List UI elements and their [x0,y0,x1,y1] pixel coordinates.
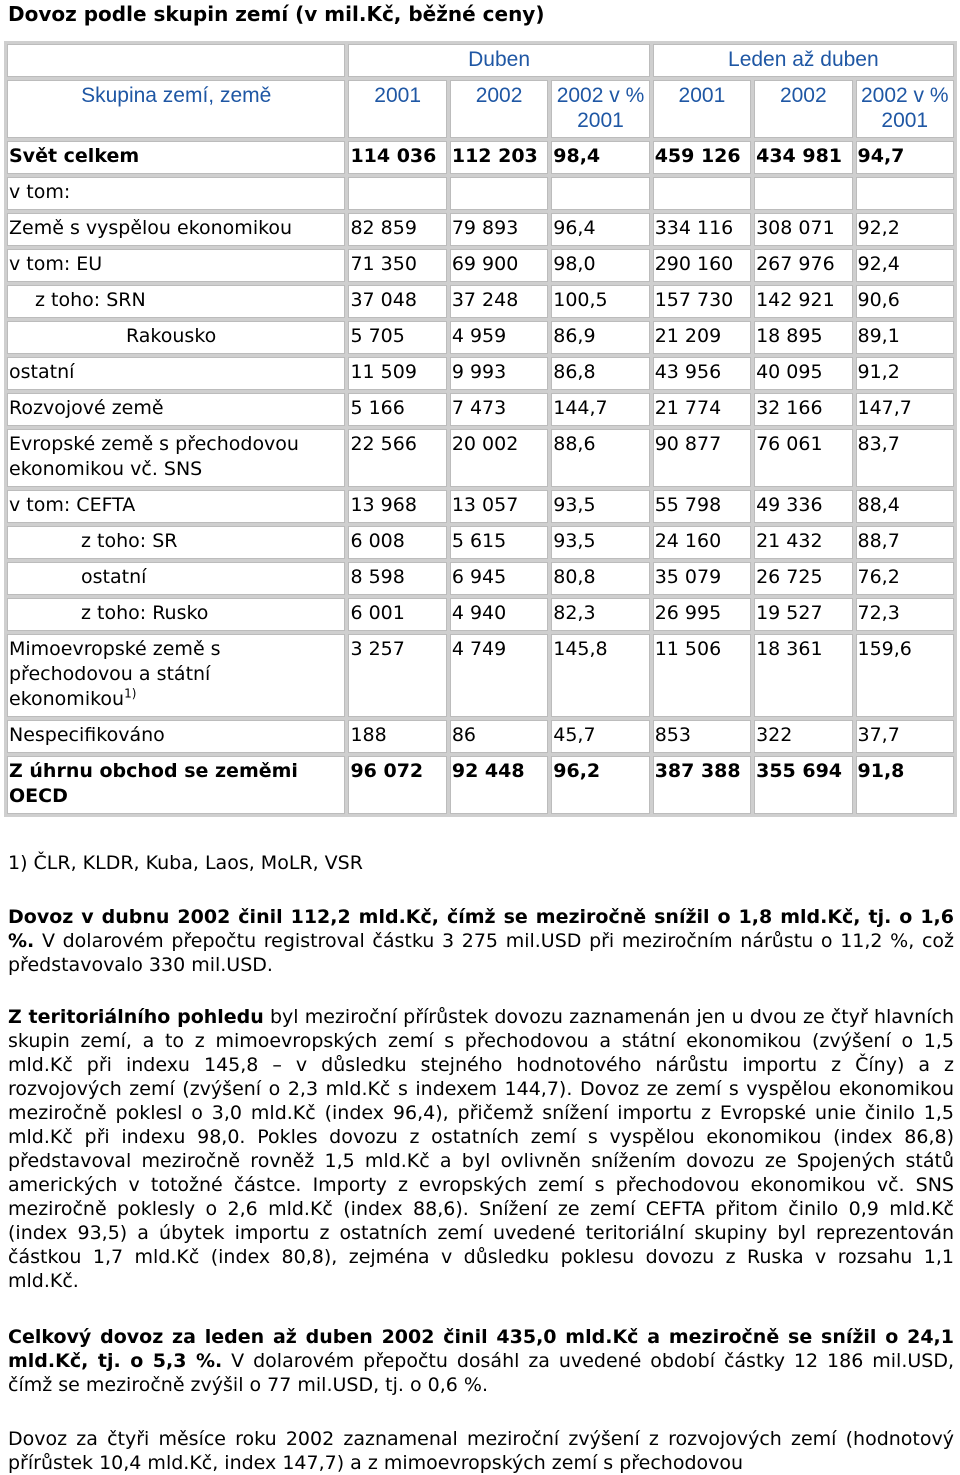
cell: 76 061 [754,429,852,487]
cell: 308 071 [754,213,852,246]
cell: 96,2 [551,756,649,814]
cell [856,177,955,210]
table-row [7,177,954,210]
row-label: Nespecifikováno [7,720,345,753]
cell: 147,7 [856,393,955,426]
row-label-text: Mimoevropské země s přechodovou a státní ekonomikou [9,638,221,710]
cell: 5 615 [450,526,548,559]
col-header: 2002 v % 2001 [551,80,649,138]
table-row [7,634,954,717]
cell: 26 995 [653,598,751,631]
table-row [7,213,954,246]
cell [450,177,548,210]
table-row [7,321,954,354]
cell: 45,7 [551,720,649,753]
cell: 6 008 [348,526,446,559]
cell: 8 598 [348,562,446,595]
cell [551,177,649,210]
table-row [7,357,954,390]
row-label: z toho: SR [7,526,345,559]
cell: 21 774 [653,393,751,426]
table-row [7,249,954,282]
cell: 9 993 [450,357,548,390]
table-row [7,562,954,595]
table-row [7,720,954,753]
paragraph-lead: Z teritoriálního pohledu [8,1006,264,1028]
cell: 4 749 [450,634,548,717]
cell: 112 203 [450,141,548,174]
paragraph-text: V dolarovém přepočtu registroval částku 3 275 mil.USD při meziročním nárůstu o 11,2 %, což představovalo 330 mil.USD. [8,930,954,976]
cell: 92 448 [450,756,548,814]
cell: 4 940 [450,598,548,631]
cell: 21 209 [653,321,751,354]
cell: 88,6 [551,429,649,487]
cell: 19 527 [754,598,852,631]
cell [348,177,446,210]
row-label: Evropské země s přechodovou ekonomikou vč. SNS [7,429,345,487]
cell: 267 976 [754,249,852,282]
table-row [7,141,954,174]
cell: 96,4 [551,213,649,246]
paragraph-total-import [8,1325,954,1397]
col-header: 2002 v % 2001 [856,80,955,138]
cell: 20 002 [450,429,548,487]
cell: 26 725 [754,562,852,595]
cell: 69 900 [450,249,548,282]
cell: 100,5 [551,285,649,318]
cell: 22 566 [348,429,446,487]
cell: 6 945 [450,562,548,595]
cell: 83,7 [856,429,955,487]
cell: 35 079 [653,562,751,595]
paragraph-four-months: Dovoz za čtyři měsíce roku 2002 zaznamenal meziroční zvýšení z rozvojových zemí (hodnotový přírůstek 10,4 mld.Kč, index 147,7) a z mimoevropských zemí s přechodovou [8,1428,954,1474]
import-table [4,41,957,817]
col-header: 2002 [450,80,548,138]
cell: 24 160 [653,526,751,559]
paragraph-april-import [8,905,954,977]
cell: 92,2 [856,213,955,246]
cell: 322 [754,720,852,753]
cell: 387 388 [653,756,751,814]
row-label: v tom: [7,177,345,210]
cell: 13 968 [348,490,446,523]
cell: 11 509 [348,357,446,390]
cell: 94,7 [856,141,955,174]
cell: 37 248 [450,285,548,318]
row-label: Země s vyspělou ekonomikou [7,213,345,246]
paragraph-text: byl meziroční přírůstek dovozu zaznamenán jen u dvou ze čtyř hlavních skupin zemí, a to z mimoevropských zemí s přechodovou a státní ekonomikou (zvýšení o 1,5 mld.Kč při indexu 145,8 – v důsledku stejného hodnotového nárůstu importu z Číny) a z rozvojových zemí (zvýšení o 2,3 mld.Kč s indexem 144,7). Dovoz ze zemí s vyspělou ekonomikou meziročně poklesl o 3,0 mld.Kč (index 96,4), přičemž snížení importu z Evropské unie činilo 1,5 mld.Kč při indexu 98,0. Pokles dovozu z ostatních zemí s vyspělou ekonomikou (index 86,8) představoval meziročně rovněž 1,5 mld.Kč a byl ovlivněn snížením dovozu ze Spojených států amerických v totožné částce. Importy z evropských zemí s přechodovou ekonomikou vč. SNS meziročně poklesly o 2,6 mld.Kč (index 88,6). Snížení ze zemí CEFTA přitom činilo 0,9 mld.Kč (index 93,5) a úbytek importu z ostatních zemí uvedené teritoriální skupiny byl reprezentován částkou 1,7 mld.Kč (index 80,8), zejména v důsledku poklesu dovozu z Ruska v rozsahu 1,1 mld.Kč. [8,1006,954,1292]
cell: 90 877 [653,429,751,487]
cell: 98,0 [551,249,649,282]
row-label: Rozvojové země [7,393,345,426]
header-empty-cell [7,44,345,77]
row-label: ostatní [7,357,345,390]
cell: 93,5 [551,526,649,559]
cell: 334 116 [653,213,751,246]
cell: 144,7 [551,393,649,426]
cell: 4 959 [450,321,548,354]
paragraph-lead: Celkový dovoz za leden až duben 2002 činil 435,0 mld.Kč a meziročně se snížil o 24,1 mld.Kč, tj. o 5,3 %. [8,1326,954,1372]
cell: 71 350 [348,249,446,282]
cell: 18 895 [754,321,852,354]
cell: 5 166 [348,393,446,426]
cell: 55 798 [653,490,751,523]
cell: 43 956 [653,357,751,390]
cell [754,177,852,210]
table-row [7,490,954,523]
row-label: ostatní [7,562,345,595]
cell: 76,2 [856,562,955,595]
cell: 80,8 [551,562,649,595]
table-row [7,393,954,426]
cell: 32 166 [754,393,852,426]
cell: 90,6 [856,285,955,318]
cell: 142 921 [754,285,852,318]
cell [653,177,751,210]
cell: 82,3 [551,598,649,631]
paragraph-territorial [8,1005,954,1293]
cell: 5 705 [348,321,446,354]
cell: 91,2 [856,357,955,390]
row-label: v tom: EU [7,249,345,282]
page-title: Dovoz podle skupin zemí (v mil.Kč, běžné ceny) [8,2,545,26]
footnote-marker: 1) [124,686,137,701]
table-row [7,526,954,559]
cell: 11 506 [653,634,751,717]
paragraph-text: V dolarovém přepočtu dosáhl za uvedené období částky 12 186 mil.USD, čímž se meziročně zvýšil o 77 mil.USD, tj. o 0,6 %. [8,1350,955,1396]
cell: 82 859 [348,213,446,246]
cell: 98,4 [551,141,649,174]
cell: 355 694 [754,756,852,814]
cell: 145,8 [551,634,649,717]
cell: 86,9 [551,321,649,354]
cell: 91,8 [856,756,955,814]
group-header-jan-apr: Leden až duben [653,44,954,77]
table-row [7,598,954,631]
cell: 88,7 [856,526,955,559]
cell: 79 893 [450,213,548,246]
cell: 3 257 [348,634,446,717]
cell: 88,4 [856,490,955,523]
cell: 86,8 [551,357,649,390]
cell: 93,5 [551,490,649,523]
cell: 89,1 [856,321,955,354]
cell: 92,4 [856,249,955,282]
cell: 188 [348,720,446,753]
row-label: Z úhrnu obchod se zeměmi OECD [7,756,345,814]
row-label: z toho: Rusko [7,598,345,631]
cell: 21 432 [754,526,852,559]
cell: 7 473 [450,393,548,426]
cell: 96 072 [348,756,446,814]
group-header-april: Duben [348,44,649,77]
cell: 459 126 [653,141,751,174]
cell: 49 336 [754,490,852,523]
table-row [7,285,954,318]
cell: 434 981 [754,141,852,174]
cell: 72,3 [856,598,955,631]
paragraph-lead: Dovoz v dubnu 2002 činil 112,2 mld.Kč, čímž se meziročně snížil o 1,8 mld.Kč, tj. o 1,6 %. [8,906,954,952]
row-label: v tom: CEFTA [7,490,345,523]
cell: 86 [450,720,548,753]
cell: 157 730 [653,285,751,318]
cell: 18 361 [754,634,852,717]
table-row [7,429,954,487]
cell: 114 036 [348,141,446,174]
footnote: 1) ČLR, KLDR, Kuba, Laos, MoLR, VSR [8,852,363,874]
cell: 37 048 [348,285,446,318]
cell: 853 [653,720,751,753]
cell: 40 095 [754,357,852,390]
table-row [7,756,954,814]
row-label: Svět celkem [7,141,345,174]
cell: 37,7 [856,720,955,753]
row-label: z toho: SRN [7,285,345,318]
cell: 6 001 [348,598,446,631]
col-header: 2001 [348,80,446,138]
col-header: 2002 [754,80,852,138]
cell: 13 057 [450,490,548,523]
row-header-label: Skupina zemí, země [7,80,345,138]
cell: 290 160 [653,249,751,282]
col-header: 2001 [653,80,751,138]
cell: 159,6 [856,634,955,717]
row-label [7,634,345,717]
row-label: Rakousko [7,321,345,354]
